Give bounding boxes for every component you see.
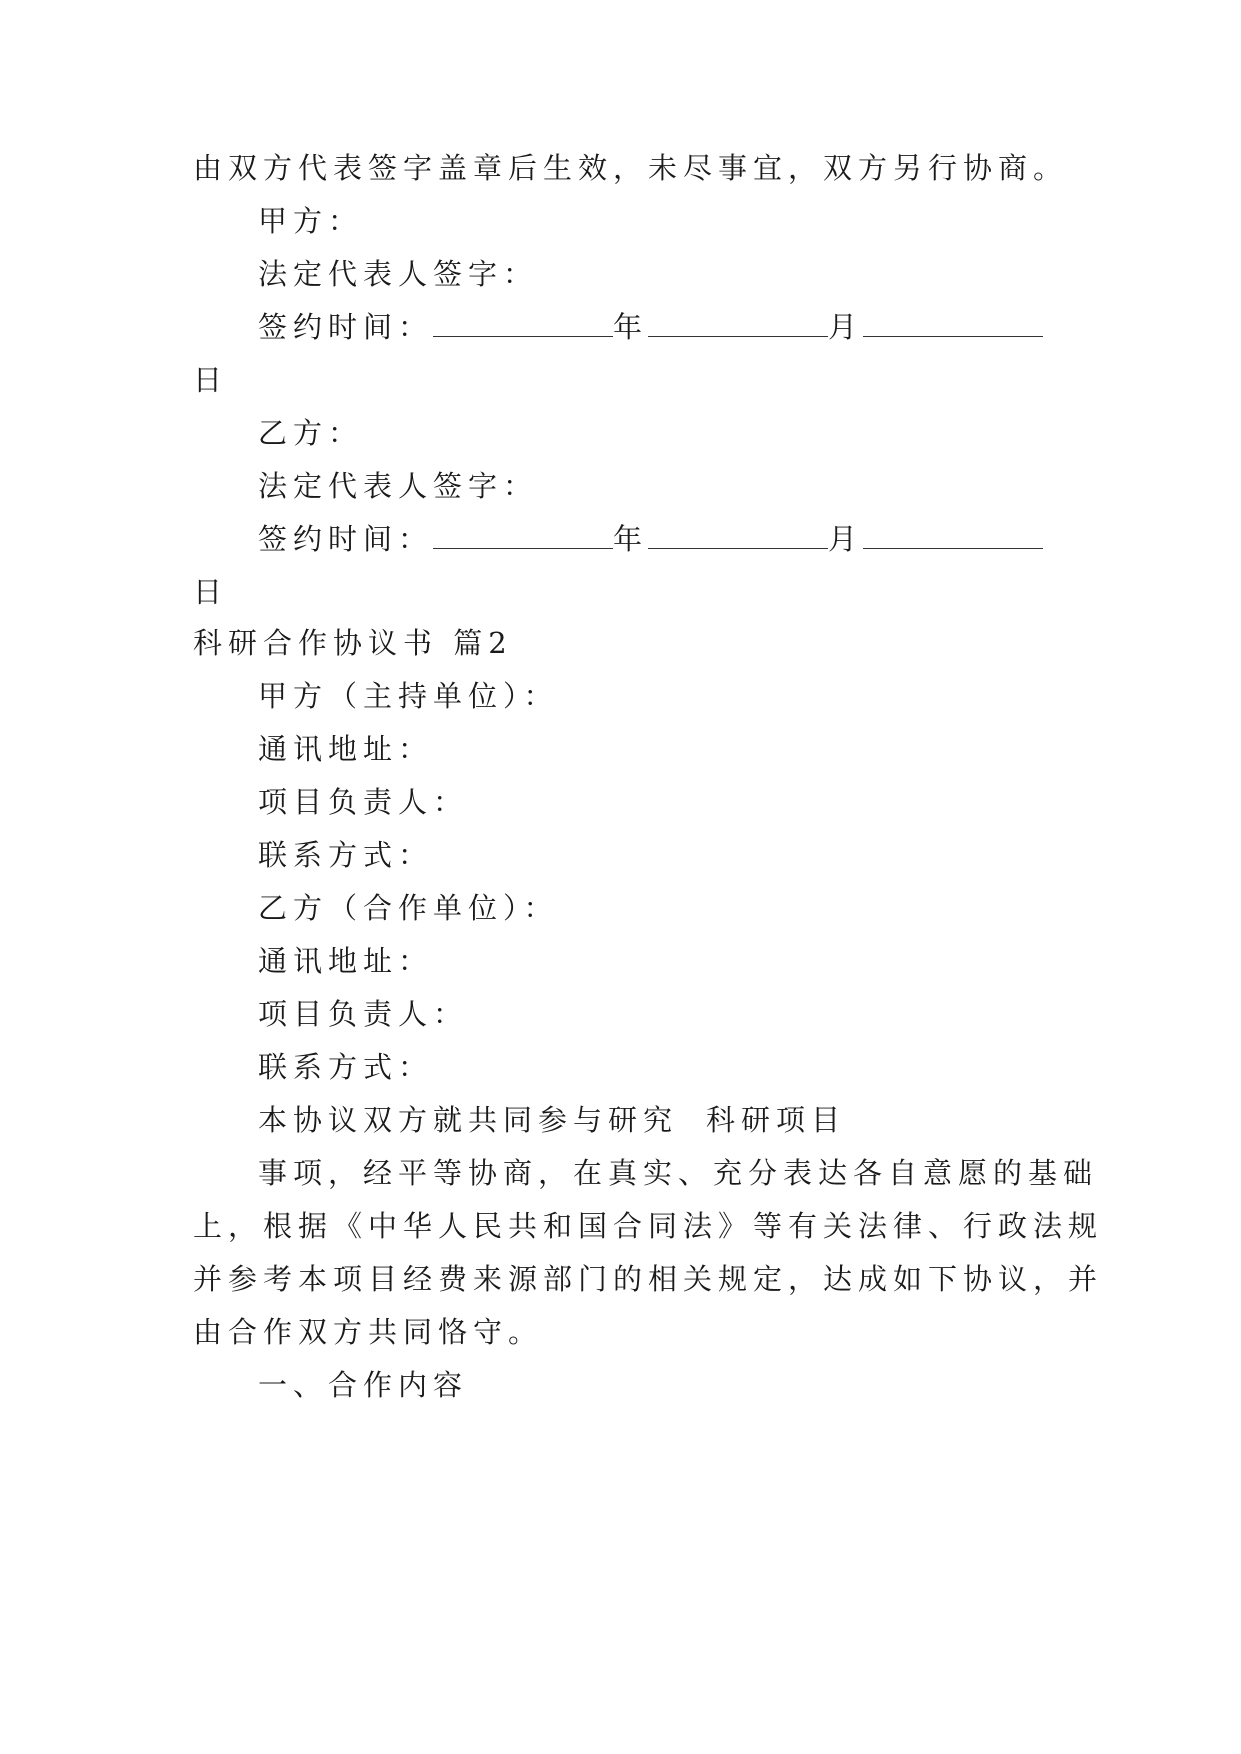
closing-line: 由双方代表签字盖章后生效，未尽事宜，双方另行协商。 (193, 151, 1069, 185)
party-b-contact: 联系方式： (258, 1050, 434, 1084)
month-blank (648, 312, 828, 337)
intro-part1: 本协议双方就共同参与研究 (258, 1103, 679, 1137)
party-a-address: 通讯地址： (258, 732, 434, 766)
day-blank (863, 524, 1043, 549)
intro-part2: 科研项目 (706, 1103, 847, 1137)
month-blank (648, 524, 828, 549)
section-title: 科研合作协议书 篇2 (193, 626, 513, 660)
party-a-info-label: 甲方（主持单位）： (258, 679, 559, 713)
party-a-day-label: 日 (193, 363, 229, 397)
para-line: 事项，经平等协商，在真实、充分表达各自意愿的基础 (258, 1156, 1099, 1190)
para-line: 由合作双方共同恪守。 (193, 1315, 544, 1349)
party-a-leader: 项目负责人： (258, 785, 469, 819)
year-label: 年 (613, 522, 649, 556)
month-label: 月 (828, 522, 864, 556)
party-b-rep-label: 法定代表人签字： (258, 469, 539, 503)
sign-time-label: 签约时间： (258, 310, 434, 344)
party-b-sign-time (258, 519, 1118, 559)
year-blank (433, 312, 613, 337)
party-a-sign-time (258, 307, 1118, 347)
month-label: 月 (828, 310, 864, 344)
sign-time-label: 签约时间： (258, 522, 434, 556)
year-blank (433, 524, 613, 549)
para-line: 并参考本项目经费来源部门的相关规定，达成如下协议，并 (193, 1262, 1104, 1296)
para-line: 上，根据《中华人民共和国合同法》等有关法律、行政法规 (193, 1209, 1104, 1243)
party-b-sign-label: 乙方： (258, 416, 364, 450)
year-label: 年 (613, 310, 649, 344)
section-heading: 一、合作内容 (258, 1368, 469, 1402)
party-a-contact: 联系方式： (258, 838, 434, 872)
party-b-address: 通讯地址： (258, 944, 434, 978)
party-b-info-label: 乙方（合作单位）： (258, 891, 559, 925)
day-blank (863, 312, 1043, 337)
party-b-leader: 项目负责人： (258, 997, 469, 1031)
party-b-day-label: 日 (193, 575, 229, 609)
party-a-sign-label: 甲方： (258, 204, 364, 238)
intro-line (258, 1100, 1118, 1140)
party-a-rep-label: 法定代表人签字： (258, 257, 539, 291)
